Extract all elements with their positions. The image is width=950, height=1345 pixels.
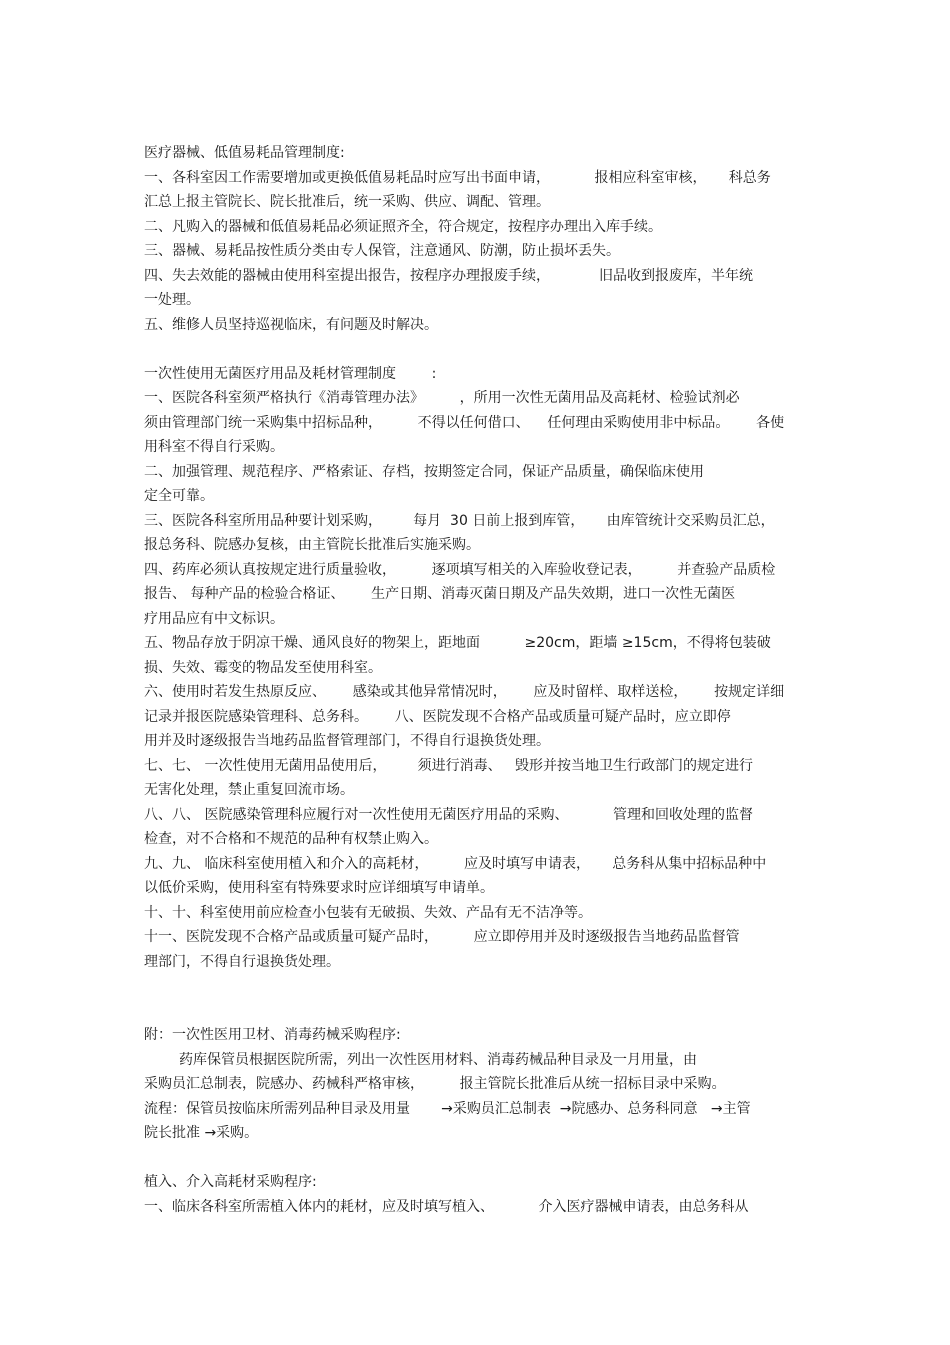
text-line — [144, 974, 814, 999]
text-line: 报告、 每种产品的检验合格证、 生产日期、消毒灭菌日期及产品失效期，进口一次性无菌医 — [144, 586, 736, 602]
text-line: 以低价采购，使用科室有特殊要求时应详细填写申请单。 — [144, 880, 494, 896]
paragraph-gap — [144, 1146, 814, 1171]
section-title: 植入、介入高耗材采购程序: — [144, 1174, 317, 1190]
text-line: 损、失效、霉变的物品发至使用科室。 — [144, 659, 382, 676]
text-line: 报总务科、院感办复核，由主管院长批准后实施采购。 — [144, 537, 480, 553]
text-line: 二、凡购入的器械和低值易耗品必须证照齐全，符合规定，按程序办理出入库手续。 — [144, 218, 662, 235]
text-line: 一处理。 — [144, 292, 200, 308]
text-line: 汇总上报主管院长、院长批准后，统一采购、供应、调配、管理。 — [144, 194, 550, 210]
text-line: 十一、医院发现不合格产品或质量可疑产品时， 应立即停用并及时逐级报告当地药品监督管 — [144, 929, 740, 945]
section-title: 医疗器械、低值易耗品管理制度: — [144, 145, 345, 161]
text-line: 四、失去效能的器械由使用科室提出报告，按程序办理报废手续， 旧品收到报废库，半年统 — [144, 267, 753, 284]
text-line: 一、临床各科室所需植入体内的耗材，应及时填写植入、 介入医疗器械申请表，由总务科从 — [144, 1198, 749, 1215]
text-line: 用科室不得自行采购。 — [144, 439, 284, 455]
text-line: 记录并报医院感染管理科、总务科。 八、医院发现不合格产品或质量可疑产品时，应立即停 — [144, 708, 731, 725]
text-line: 三、器械、易耗品按性质分类由专人保管，注意通风、防潮，防止损坏丢失。 — [144, 243, 620, 259]
section-title: 附：一次性医用卫材、消毒药械采购程序: — [144, 1027, 401, 1043]
document-body — [144, 141, 814, 1219]
text-line: 二、加强管理、规范程序、严格索证、存档，按期签定合同，保证产品质量，确保临床使用 — [144, 463, 704, 480]
text-line: 一、各科室因工作需要增加或更换低值易耗品时应写出书面申请， 报相应科室审核， 科总务 — [144, 169, 771, 186]
text-line: 十、十、科室使用前应检查小包装有无破损、失效、产品有无不洁净等。 — [144, 904, 592, 921]
paragraph-gap — [144, 337, 814, 362]
text-line: 定全可靠。 — [144, 488, 214, 504]
text-line: 须由管理部门统一采购集中招标品种， 不得以任何借口、 任何理由采购使用非中标品。 各使 — [144, 414, 785, 431]
text-line: 四、药库必须认真按规定进行质量验收， 逐项填写相关的入库验收登记表， 并查验产品质检 — [144, 561, 776, 578]
text-line: 一、医院各科室须严格执行《消毒管理办法》 ，所用一次性无菌用品及高耗材、检验试剂必 — [144, 390, 740, 406]
section-title: 一次性使用无菌医疗用品及耗材管理制度 : — [144, 365, 437, 382]
text-line: 理部门，不得自行退换货处理。 — [144, 953, 340, 970]
text-line: 采购员汇总制表，院感办、药械科严格审核， 报主管院长批准后从统一招标目录中采购。 — [144, 1076, 726, 1092]
text-line: 用并及时逐级报告当地药品监督管理部门，不得自行退换货处理。 — [144, 733, 550, 749]
text-line: 药库保管员根据医院所需，列出一次性医用材料、消毒药械品种目录及一月用量，由 — [179, 1051, 697, 1068]
text-line: 九、九、 临床科室使用植入和介入的高耗材， 应及时填写申请表， 总务科从集中招标品种中 — [144, 855, 767, 872]
section-device-consumables — [144, 141, 814, 337]
text-line: 检查，对不合格和不规范的品种有权禁止购入。 — [144, 831, 438, 847]
section-implant-procurement — [144, 1170, 814, 1219]
section-disposable-sterile — [144, 362, 814, 999]
text-line: 八、八、 医院感染管理科应履行对一次性使用无菌医疗用品的采购、 管理和回收处理的监督 — [144, 806, 753, 823]
text-line: 三、医院各科室所用品种要计划采购， 每月 30 日前上报到库管， 由库管统计交采购员汇总， — [144, 512, 775, 529]
text-line: 七、七、 一次性使用无菌用品使用后， 须进行消毒、 毁形并按当地卫生行政部门的规定进行 — [144, 757, 753, 774]
text-line: 院长批准 →采购。 — [144, 1125, 259, 1141]
text-line: 疗用品应有中文标识。 — [144, 610, 284, 627]
text-line: 六、使用时若发生热原反应、 感染或其他异常情况时， 应及时留样、取样送检， 按规定详细 — [144, 684, 785, 700]
text-line: 无害化处理，禁止重复回流市场。 — [144, 782, 354, 798]
text-line: 五、物品存放于阴凉干燥、通风良好的物架上，距地面 ≥20cm，距墙 ≥15cm，不得将包装破 — [144, 635, 771, 651]
text-line: 流程：保管员按临床所需列品种目录及用量 →采购员汇总制表 →院感办、总务科同意 →主管 — [144, 1100, 751, 1117]
section-appendix-procurement — [144, 1023, 814, 1146]
paragraph-gap — [144, 999, 814, 1024]
text-line: 五、维修人员坚持巡视临床，有问题及时解决。 — [144, 316, 438, 333]
